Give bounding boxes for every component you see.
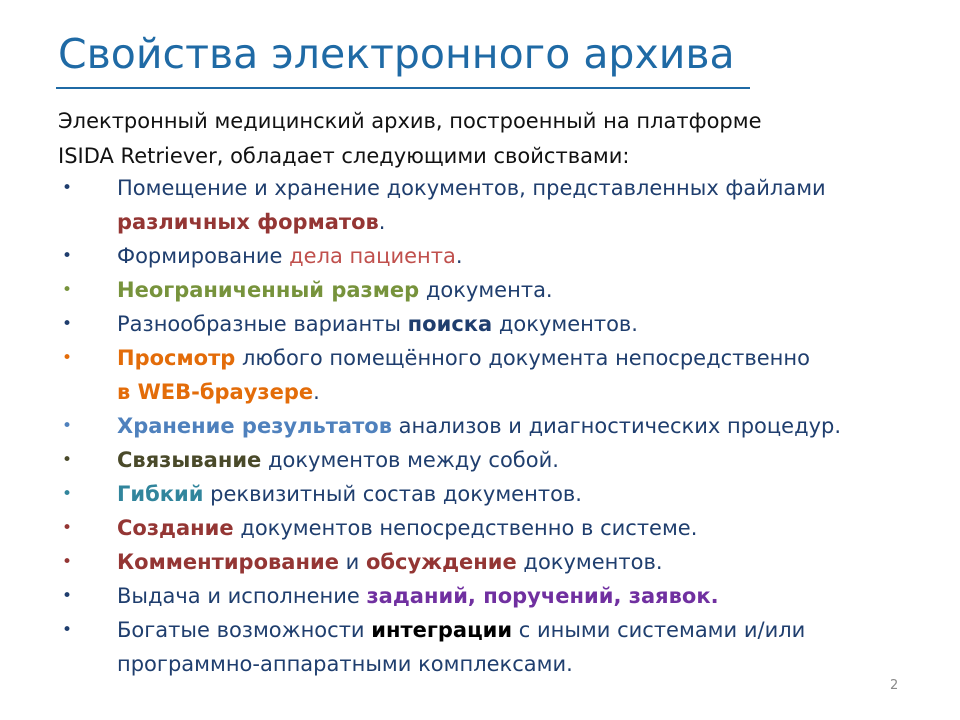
highlight: Хранение результатов [117,414,392,438]
highlight: обсуждение [365,550,517,574]
item-line [117,341,960,375]
item-text: с иными системами и/или [512,618,806,642]
list-item [0,443,960,477]
item-text: анализов и диагностических процедур. [391,414,842,438]
item-line: программно-аппаратными комплексами. [117,652,573,676]
item-text: документов между собой. [261,448,559,472]
list-item [0,341,960,409]
highlight: Гибкий [117,482,204,506]
bullet-icon: • [62,416,73,436]
highlight: Неограниченный размер [117,278,420,302]
list-item [0,171,960,239]
bullet-icon: • [62,484,73,504]
item-text: документов. [516,550,663,574]
properties-list [0,171,960,681]
item-line [117,375,960,409]
list-item [0,307,960,341]
bullet-icon: • [62,552,73,572]
highlight: в WEB-браузере [117,380,314,404]
bullet-icon: • [62,280,73,300]
list-item [0,511,960,545]
page-number: 2 [890,678,899,693]
item-line [117,239,960,273]
item-text: реквизитный состав документов. [203,482,582,506]
item-text: Богатые возможности [117,618,372,642]
item-text: . [313,380,320,404]
highlight: заданий, поручений, заявок. [366,584,719,608]
bullet-icon: • [62,314,73,334]
item-text: . [378,210,386,234]
item-line: Помещение и хранение документов, представленных файлами [117,176,826,200]
highlight: Связывание [117,448,262,472]
item-text: Разнообразные варианты [117,312,408,336]
highlight: дела пациента [289,244,456,268]
intro-paragraph [58,104,918,174]
item-line [117,477,960,511]
item-line [117,307,960,341]
highlight: Просмотр [117,346,236,370]
item-text: любого помещённого документа непосредственно [235,346,810,370]
highlight: Создание [117,516,234,540]
highlight: интеграции [371,618,513,642]
list-item [0,613,960,681]
slide-title: Свойства электронного архива [58,30,735,78]
item-text: документов непосредственно в системе. [233,516,698,540]
intro-line-2: ISIDA Retriever, обладает следующими свойствами: [58,144,630,168]
bullet-icon: • [62,246,73,266]
list-item [0,545,960,579]
title-underline [56,87,750,89]
highlight: Комментирование [117,550,339,574]
list-item [0,477,960,511]
bullet-icon: • [62,518,73,538]
bullet-icon: • [62,586,73,606]
item-line [117,511,960,545]
intro-line-1: Электронный медицинский архив, построенный на платформе [58,109,762,133]
bullet-icon: • [62,620,73,640]
item-line [117,273,960,307]
item-line [117,409,960,443]
item-line [117,579,960,613]
list-item [0,579,960,613]
item-line [117,205,960,239]
item-text: документов. [492,312,638,336]
bullet-icon: • [62,450,73,470]
highlight: поиска [407,312,493,336]
list-item [0,239,960,273]
item-text: Выдача и исполнение [117,584,367,608]
item-line [117,613,960,647]
bullet-icon: • [62,178,73,198]
item-text: Формирование [117,244,290,268]
item-text: и [338,550,366,574]
item-text: документа. [419,278,553,302]
item-text: . [455,244,463,268]
item-line [117,545,960,579]
list-item [0,409,960,443]
bullet-icon: • [62,348,73,368]
highlight: различных форматов [117,210,379,234]
item-line [117,443,960,477]
list-item [0,273,960,307]
